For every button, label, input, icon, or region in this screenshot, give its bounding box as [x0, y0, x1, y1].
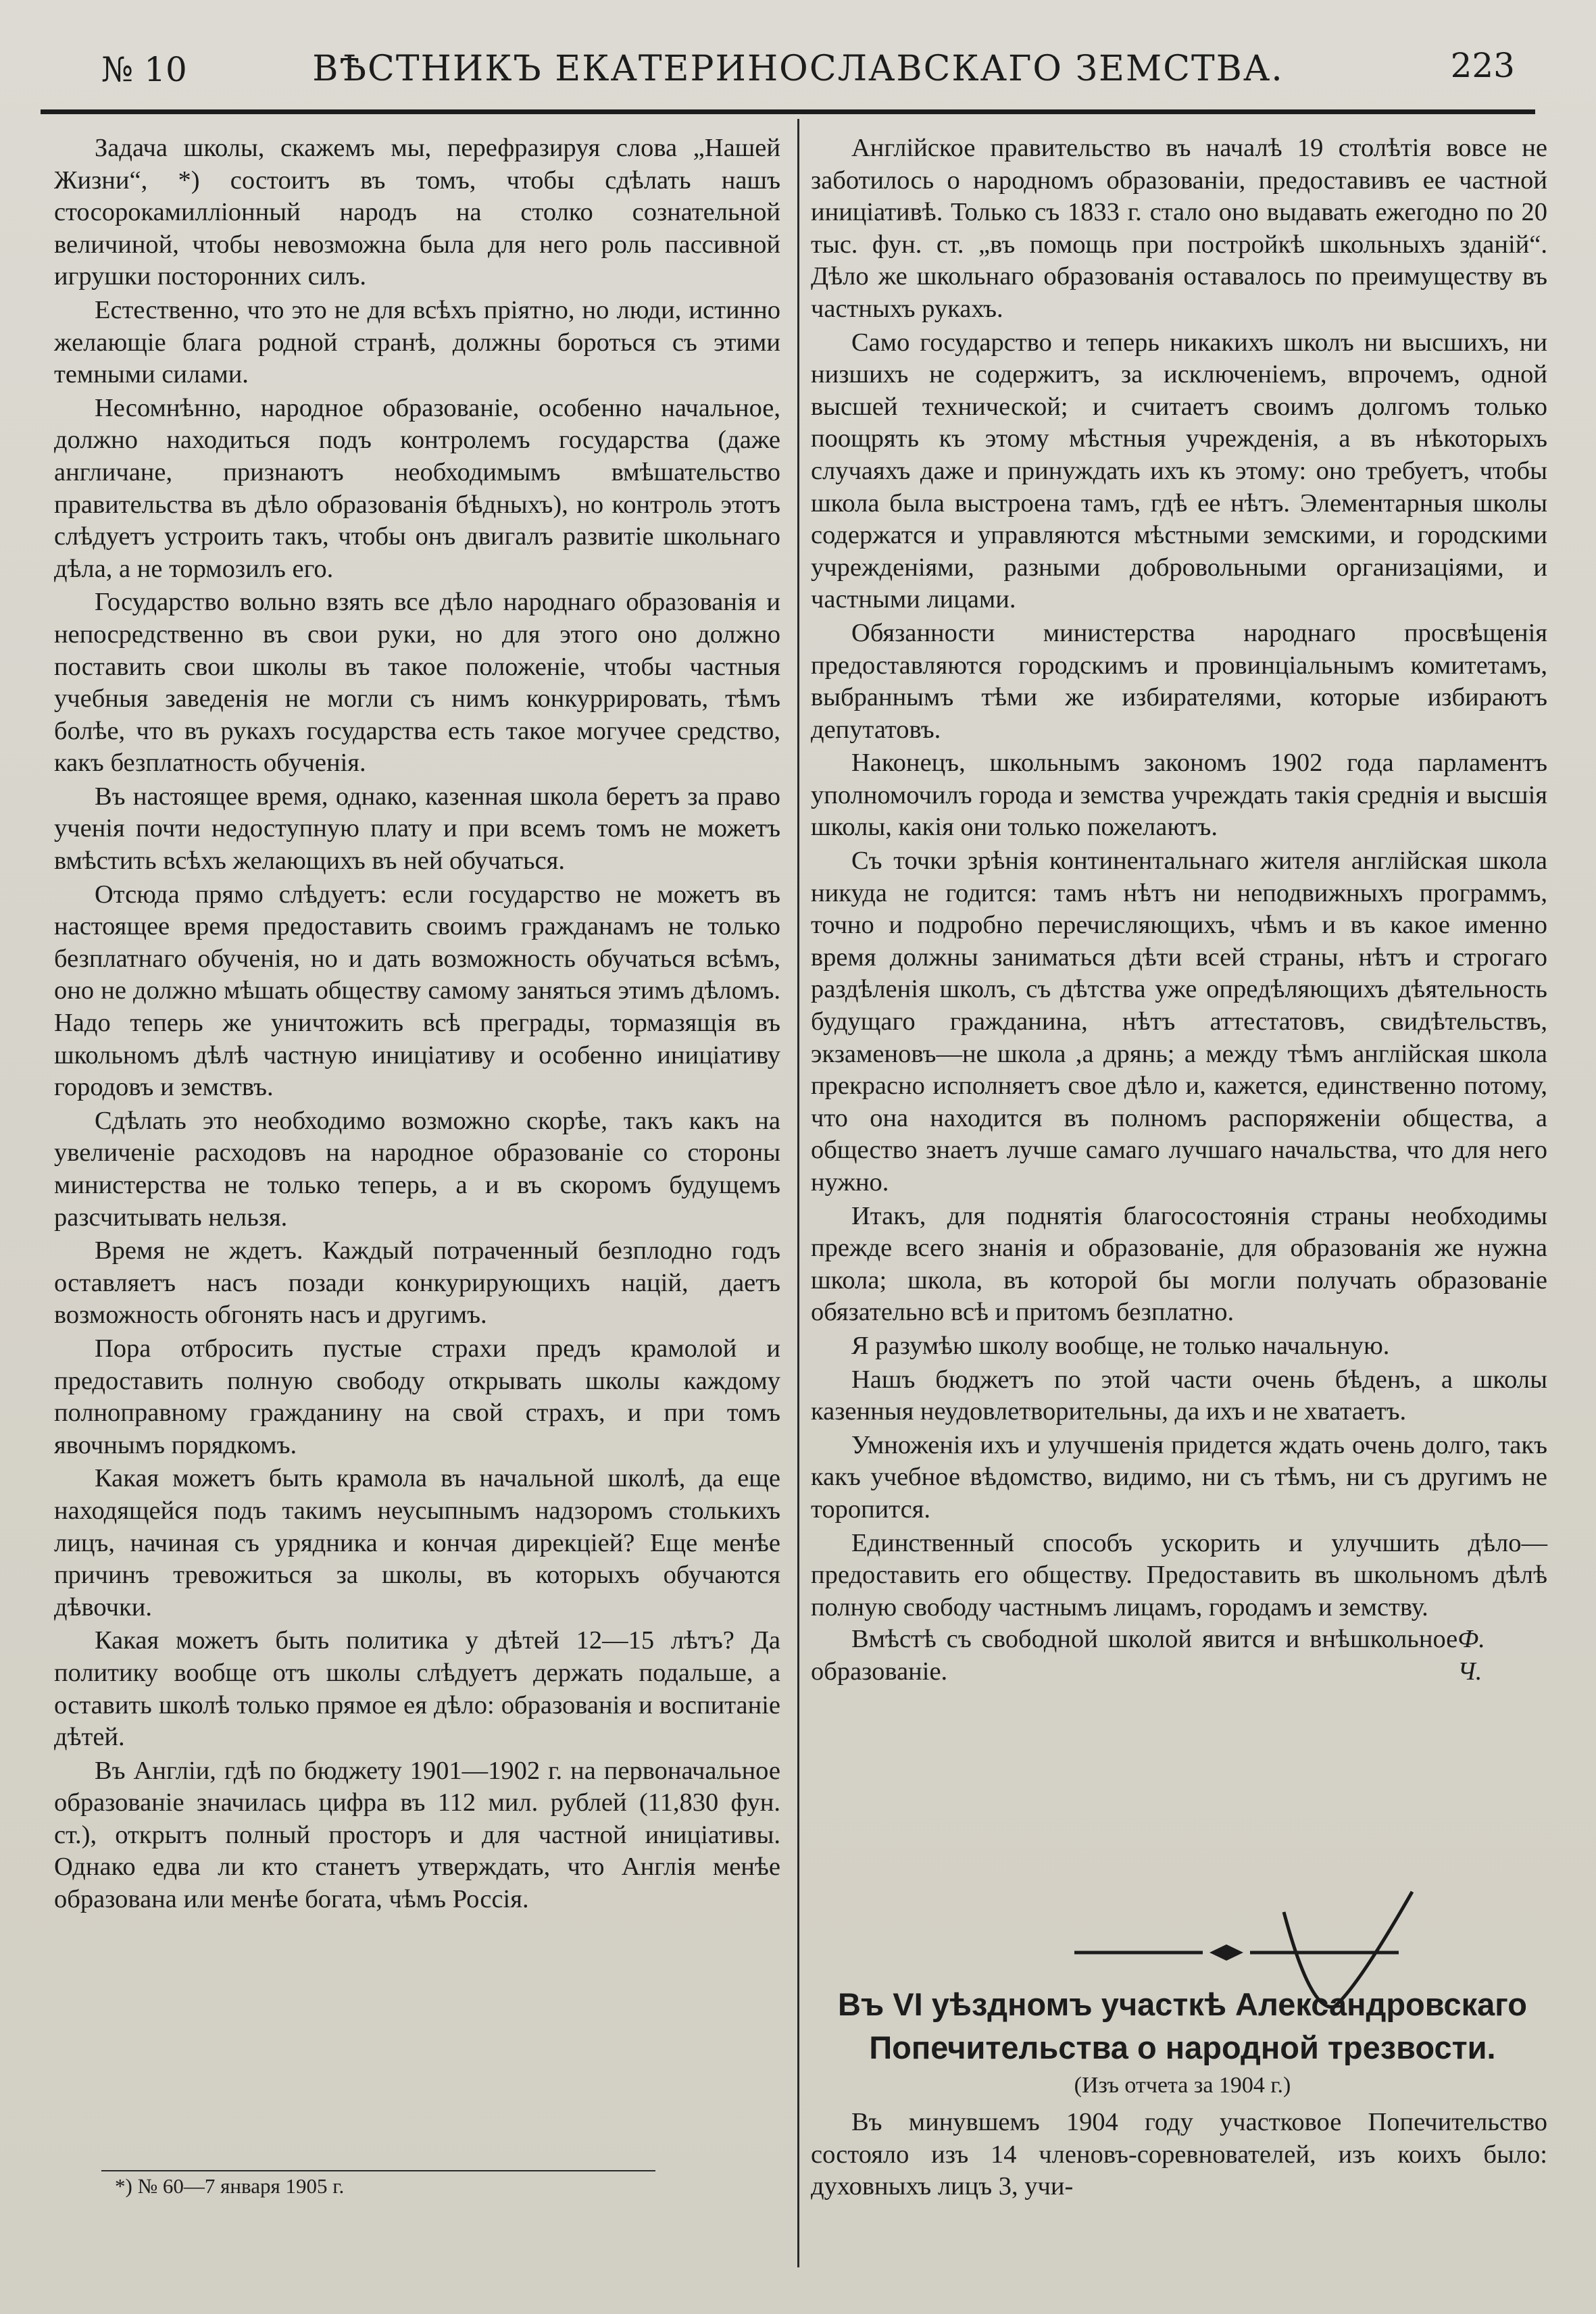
paragraph: Сдѣлать это необходимо возможно скорѣе, такъ какъ на увеличеніе расходовъ на народное образованіе со стороны министерства не только теперь, а и въ скоромъ будущемъ разсчитывать нельзя.: [54, 1106, 780, 1232]
left-column: [54, 132, 780, 1916]
footnote: *) № 60—7 января 1905 г.: [101, 2170, 655, 2198]
paragraph: Въ минувшемъ 1904 году участковое Попечительство состояло изъ 14 членовъ-соревнователей, изъ коихъ было: духовныхъ лицъ 3, учи-: [811, 2108, 1547, 2201]
paragraph: Государство вольно взять все дѣло народнаго образованія и непосредственно въ свои руки, но для этого оно должно поставить свои школы въ такое положеніе, чтобы частныя учебныя заведенія не могли съ нимъ конкуррировать, тѣмъ болѣе, что въ рукахъ государства есть такое могучее средство, какъ безплатность обученія.: [54, 588, 780, 778]
paragraph: Отсюда прямо слѣдуетъ: если государство не можетъ въ настоящее время предоставить своимъ гражданамъ не только безплатнаго обученія, но и дать возможность обучаться всѣмъ, оно не должно мѣшать обществу самому заняться этимъ дѣломъ. Надо теперь же уничтожить всѣ преграды, тормазящія въ школьномъ дѣлѣ частную иниціативу и особенно иниціативу городовъ и земствъ.: [54, 880, 780, 1102]
final-line: [811, 1624, 1547, 1688]
section-subtitle: (Изъ отчета за 1904 г.): [1074, 2073, 1291, 2098]
paragraph: Естественно, что это не для всѣхъ пріятно, но люди, истинно желающіе блага родной странѣ, должны бороться съ этими темными силами.: [54, 295, 780, 389]
paragraph: Умноженія ихъ и улучшенія придется ждать очень долго, такъ какъ учебное вѣдомство, видимо, ни съ тѣмъ, ни съ другимъ не торопится.: [811, 1430, 1547, 1524]
author-signature: Ф. Ч.: [1457, 1625, 1485, 1686]
right-column: [811, 132, 1547, 1688]
section-title: Въ VI уѣздномъ участкѣ Александровскаго Попечительства о народной трезвости.: [838, 1986, 1527, 2065]
header-rule: [41, 109, 1535, 114]
paragraph: Итакъ, для поднятія благосостоянія страны необходимы прежде всего знанія и образованіе, для образованія же нужна школа; школа, въ которой бы могли получать образованіе обязательно всѣ и притомъ безплатно.: [811, 1201, 1547, 1327]
page-number: 223: [1450, 46, 1515, 85]
paragraph: Задача школы, скажемъ мы, перефразируя слова „Нашей Жизни“, *) состоитъ въ томъ, чтобы сдѣлать нашъ стосорокамилліонный народъ на столко сознательной величиной, чтобы невозможна была для него роль пассивной игрушки посторонних силъ.: [54, 134, 780, 291]
paragraph: Время не ждетъ. Каждый потраченный безплодно годъ оставляетъ насъ позади конкурирующихъ націй, даетъ возможность обгонять насъ и другимъ.: [54, 1236, 780, 1330]
paragraph: Вмѣстѣ съ свободной школой явится и внѣшкольное образованіе.: [811, 1625, 1458, 1686]
journal-title: ВѢСТНИКЪ ЕКАТЕРИНОСЛАВСКАГО ЗЕМСТВА.: [312, 49, 1284, 89]
column-divider: [797, 119, 799, 2267]
issue-number: № 10: [101, 50, 187, 89]
paragraph: Какая можетъ быть политика у дѣтей 12—15 лѣтъ? Да политику вообще отъ школы слѣдуетъ держать подальше, а оставить школѣ только прямое ея дѣло: образованія и воспитаніе дѣтей.: [54, 1626, 780, 1752]
paragraph: Какая можетъ быть крамола въ начальной школѣ, да еще находящейся подъ такимъ неусыпнымъ надзоромъ столькихъ лицъ, начиная съ урядника и кончая дирекціей? Еще менѣе причинъ тревожиться за школы, въ которыхъ обучаются дѣвочки.: [54, 1464, 780, 1621]
page-header: [41, 41, 1555, 101]
paragraph: Наконецъ, школьнымъ закономъ 1902 года парламентъ уполномочилъ города и земства учреждать такія среднія и высшія школы, какія они только пожелаютъ.: [811, 749, 1547, 842]
paragraph: Пора отбросить пустые страхи предъ крамолой и предоставить полную свободу открывать школы каждому полноправному гражданину на свой страхъ, и при томъ явочнымъ порядкомъ.: [54, 1334, 780, 1459]
paragraph: Нашъ бюджетъ по этой части очень бѣденъ, а школы казенныя неудовлетворительны, да ихъ и не хватаетъ.: [811, 1365, 1547, 1426]
paragraph: Въ Англіи, гдѣ по бюджету 1901—1902 г. на первоначальное образованіе значилась цифра въ 112 мил. рублей (11,830 фун. ст.), открытъ полный просторъ и для частной иниціативы. Однако едва ли кто станетъ утверждать, что Англія менѣе образована или менѣе богата, чѣмъ Россія.: [54, 1756, 780, 1914]
paragraph: Въ настоящее время, однако, казенная школа беретъ за право ученія почти недоступную плату и при всемъ томъ не можетъ вмѣстить всѣхъ желающихъ въ ней обучаться.: [54, 782, 780, 876]
paragraph: Я разумѣю школу вообще, не только начальную.: [851, 1331, 1390, 1360]
paragraph: Съ точки зрѣнія континентальнаго жителя англійская школа никуда не годится: тамъ нѣтъ ни неподвижныхъ программъ, точно и подробно перечисляющихъ, чѣмъ и въ какое именно время должны заниматься дѣти всей страны, нѣтъ и строгаго раздѣленія школъ, съ дѣтства уже опредѣляющихъ дѣятельность будущаго гражданина, нѣтъ аттестатовъ, свидѣтельствъ, экзаменовъ—не школа ,а дрянь; а между тѣмъ англійская школа прекрасно исполняетъ свое дѣло и, кажется, единственно потому, что она находится въ полномъ распоряженіи общества, а общество знаетъ лучше самаго лучшаго начальства, что для него нужно.: [811, 847, 1547, 1197]
paragraph: Обязанности министерства народнаго просвѣщенія предоставляются городскимъ и провинціальнымъ комитетамъ, выбраннымъ тѣми же избирателями, которые избираютъ депутатовъ.: [811, 618, 1547, 744]
paragraph: Само государство и теперь никакихъ школъ ни высшихъ, ни низшихъ не содержитъ, за исключеніемъ, впрочемъ, одной высшей технической; и считаетъ своимъ долгомъ только поощрять къ этому мѣстныя учрежденія, а въ нѣкоторыхъ случаяхъ даже и принуждать ихъ къ этому: оно требуетъ, чтобы школа была выстроена тамъ, гдѣ ее нѣтъ. Элементарныя школы содержатся и управляются мѣстными земскими, и городскими учрежденіями, разными добровольными организаціями, и частными лицами.: [811, 328, 1547, 614]
section-body: [811, 2107, 1547, 2203]
paragraph: Единственный способъ ускорить и улучшить дѣло—предоставить его обществу. Предоставить въ школьномъ дѣлѣ полную свободу частнымъ лицамъ, городамъ и земству.: [811, 1528, 1547, 1621]
paragraph: Несомнѣнно, народное образованіе, особенно начальное, должно находиться подъ контролемъ государства (даже англичане, признаютъ необходимымъ вмѣшательство правительства въ дѣло образованія бѣдныхъ), но контроль этотъ слѣдуетъ устроить такъ, чтобы онъ двигалъ развитіе школьнаго дѣла, а не тормозилъ его.: [54, 393, 780, 583]
paragraph: Англійское правительство въ началѣ 19 столѣтія вовсе не заботилось о народномъ образованіи, предоставивъ ее частной иниціативѣ. Только съ 1833 г. стало оно выдавать ежегодно по 20 тыс. фун. ст. „въ помощь при постройкѣ школьныхъ зданій“. Дѣло же школьнаго образованія оставалось по преимуществу въ частныхъ рукахъ.: [811, 134, 1547, 323]
section-divider-ornament: [1061, 1932, 1412, 1973]
